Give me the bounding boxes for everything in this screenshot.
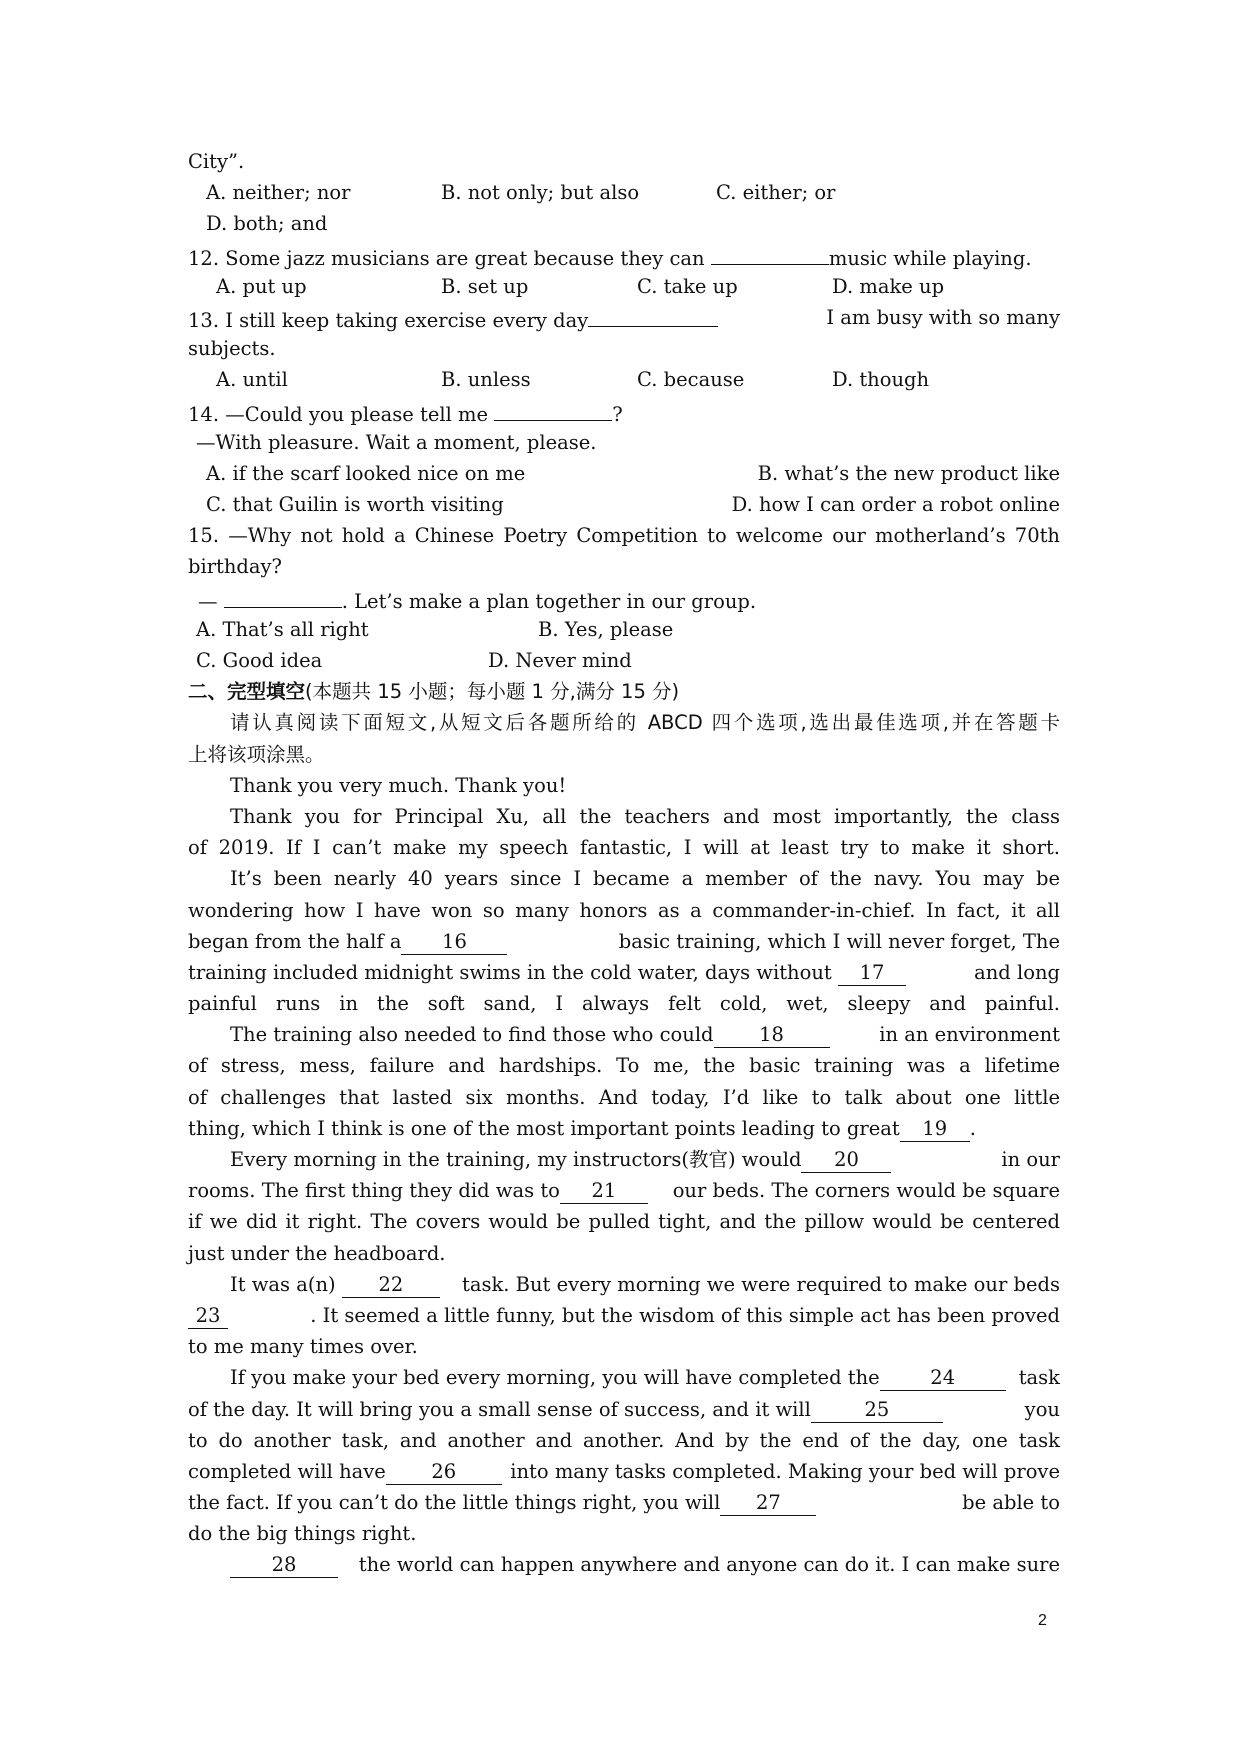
q12-option-c[interactable]: C. take up xyxy=(637,274,738,298)
passage-line: began from the half a 16 basic training, which I will never forget, The xyxy=(188,929,1060,953)
passage-line: to me many times over. xyxy=(188,1335,418,1359)
blank-25[interactable]: 25 xyxy=(811,1398,943,1423)
q13-option-d[interactable]: D. though xyxy=(832,368,930,392)
blank-16[interactable]: 16 xyxy=(401,930,507,955)
q15-option-a[interactable]: A. That’s all right xyxy=(196,617,369,641)
blank-22[interactable]: 22 xyxy=(342,1273,440,1298)
q15-option-b[interactable]: B. Yes, please xyxy=(538,617,674,641)
q14-options-row1 xyxy=(188,458,1060,489)
q15-options-row2 xyxy=(188,645,1060,676)
q12-option-d[interactable]: D. make up xyxy=(832,274,945,298)
q14-option-a[interactable]: A. if the scarf looked nice on me xyxy=(206,461,526,485)
blank-20[interactable]: 20 xyxy=(801,1148,891,1173)
passage-line: 28 the world can happen anywhere and anyone can do it. I can make sure xyxy=(188,1549,1060,1580)
q11-stem-end: City”. xyxy=(188,150,245,173)
q13-option-c[interactable]: C. because xyxy=(637,368,745,392)
q15-blank[interactable] xyxy=(224,583,342,608)
q13-stem: 13. I still keep taking exercise every day I am busy with so many xyxy=(188,302,1060,333)
passage-line: Every morning in the training, my instructors(教官) would 20 in our xyxy=(230,1148,1060,1171)
passage-line: wondering how I have won so many honors as a commander-in-chief. In fact, it all xyxy=(188,898,1060,922)
passage-line: of the day. It will bring you a small sense of success, and it will 25 you xyxy=(188,1397,1060,1421)
q15-reply: — . Let’s make a plan together in our group. xyxy=(188,583,1060,614)
passage-line: just under the headboard. xyxy=(188,1241,446,1265)
q11-option-d[interactable]: D. both; and xyxy=(206,212,328,236)
section-2-note: (本题共 15 小题；每小题 1 分,满分 15 分) xyxy=(305,680,680,704)
q14-options-row2 xyxy=(188,489,1060,520)
passage-line: Thank you for Principal Xu, all the teachers and most importantly, the class xyxy=(230,804,1060,828)
q15-stem: 15. —Why not hold a Chinese Poetry Competition to welcome our motherland’s 70th xyxy=(188,524,1060,548)
blank-19[interactable]: 19 xyxy=(900,1117,970,1142)
q13-blank[interactable] xyxy=(588,302,718,327)
passage-line: if we did it right. The covers would be pulled tight, and the pillow would be centered xyxy=(188,1210,1060,1234)
q11-option-a[interactable]: A. neither; nor xyxy=(206,181,351,205)
q14-option-b[interactable]: B. what’s the new product like xyxy=(757,461,1060,485)
q13-stem-cont: subjects. xyxy=(188,337,276,361)
q11-option-b[interactable]: B. not only; but also xyxy=(441,181,640,205)
q13-option-b[interactable]: B. unless xyxy=(441,368,531,392)
section-2-instruction-cont: 上将该项涂黑。 xyxy=(188,742,325,766)
passage-line: It was a(n) 22 task. But every morning we were required to make our beds xyxy=(230,1272,1060,1296)
page-number: 2 xyxy=(1038,1612,1047,1629)
passage-line: painful runs in the soft sand, I always felt cold, wet, sleepy and painful. xyxy=(188,992,1060,1016)
passage-line: training included midnight swims in the cold water, days without 17 and long xyxy=(188,960,1060,984)
passage-line: of stress, mess, failure and hardships. To me, the basic training was a lifetime xyxy=(188,1054,1060,1078)
q12-blank[interactable] xyxy=(711,240,829,265)
q13-options xyxy=(188,364,1060,395)
passage-line: The training also needed to find those who could 18 in an environment xyxy=(230,1023,1060,1047)
blank-24[interactable]: 24 xyxy=(880,1366,1006,1391)
passage-line: of 2019. If I can’t make my speech fantastic, I will at least try to make it short. xyxy=(188,836,1060,860)
section-2-heading xyxy=(188,676,1060,707)
q11-options-row1 xyxy=(188,177,1060,208)
passage-line: rooms. The first thing they did was to 21 our beds. The corners would be square xyxy=(188,1179,1060,1203)
q11-option-c[interactable]: C. either; or xyxy=(716,181,836,205)
passage-line: thing, which I think is one of the most important points leading to great 19 . xyxy=(188,1116,976,1140)
q15-option-d[interactable]: D. Never mind xyxy=(488,649,632,672)
passage-line: Thank you very much. Thank you! xyxy=(230,773,567,797)
q15-option-c[interactable]: C. Good idea xyxy=(196,649,323,672)
q12-options xyxy=(188,271,1060,302)
passage-line: 23 . It seemed a little funny, but the wisdom of this simple act has been proved xyxy=(188,1300,1060,1331)
q14-option-c[interactable]: C. that Guilin is worth visiting xyxy=(206,493,504,517)
passage-line: It’s been nearly 40 years since I became a member of the navy. You may be xyxy=(230,867,1060,891)
q12-option-a[interactable]: A. put up xyxy=(216,274,307,298)
q11-options-row2 xyxy=(188,208,1060,239)
passage-line: If you make your bed every morning, you will have completed the 24 task xyxy=(230,1366,1060,1390)
exam-page xyxy=(188,146,1060,1581)
q14-blank[interactable] xyxy=(494,396,612,421)
passage-line: to do another task, and another and another. And by the end of the day, one task xyxy=(188,1428,1060,1452)
q12-option-b[interactable]: B. set up xyxy=(441,274,529,298)
blank-28[interactable]: 28 xyxy=(230,1553,338,1578)
q12-stem: 12. Some jazz musicians are great because they can music while playing. xyxy=(188,240,1060,271)
blank-26[interactable]: 26 xyxy=(386,1460,502,1485)
blank-23[interactable]: 23 xyxy=(188,1304,228,1329)
section-2-title: 二、完型填空 xyxy=(188,680,306,704)
q14-stem: 14. —Could you please tell me ? xyxy=(188,396,1060,427)
passage-line: of challenges that lasted six months. And today, I’d like to talk about one little xyxy=(188,1085,1060,1109)
passage-line: completed will have 26 into many tasks completed. Making your bed will prove xyxy=(188,1459,1060,1483)
blank-21[interactable]: 21 xyxy=(560,1179,648,1204)
blank-27[interactable]: 27 xyxy=(720,1491,816,1516)
q15-stem-cont: birthday? xyxy=(188,555,283,579)
passage-line: the fact. If you can’t do the little things right, you will 27 be able to xyxy=(188,1491,1060,1515)
q13-option-a[interactable]: A. until xyxy=(216,368,288,392)
passage-line: do the big things right. xyxy=(188,1522,417,1546)
blank-18[interactable]: 18 xyxy=(714,1023,830,1048)
section-2-instruction: 请认真阅读下面短文,从短文后各题所给的 ABCD 四个选项,选出最佳选项,并在答题卡 xyxy=(230,711,1060,735)
q14-reply: —With pleasure. Wait a moment, please. xyxy=(196,430,597,454)
q15-options-row1 xyxy=(188,614,1060,645)
blank-17[interactable]: 17 xyxy=(838,961,906,986)
q14-option-d[interactable]: D. how I can order a robot online xyxy=(731,493,1060,517)
